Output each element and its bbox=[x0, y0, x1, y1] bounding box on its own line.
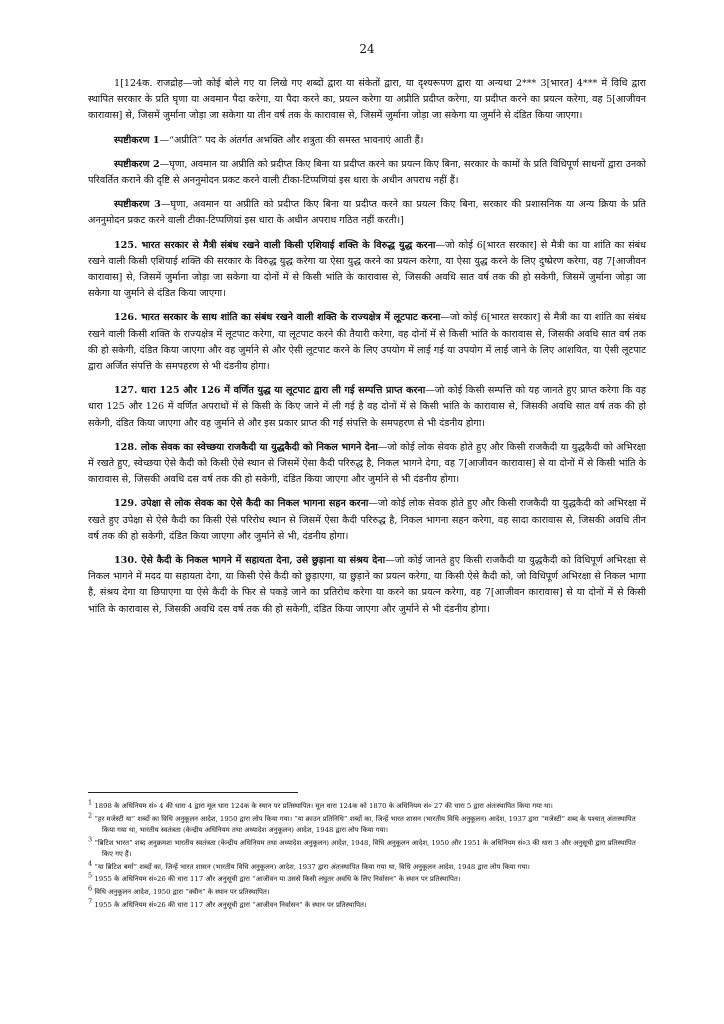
footnote-text: विधि अनुकूलन आदेश, 1950 द्वारा “क्वीन” के स्थान पर प्रतिस्थापित। bbox=[94, 888, 270, 897]
paragraph-heading: 129. उपेक्षा से लोक सेवक का ऐसे कैदी का निकल भागना सहन करना bbox=[114, 498, 369, 510]
paragraph-body: —जो कोई जानते हुए किसी राजकैदी या युद्धकैदी को विधिपूर्ण अभिरक्षा से निकल भागने में मदद या सहायता देगा, या किसी ऐसे कैदी को छुड़ाएगा, या छुड़ाने का प्रयत्न करेगा, या किसी ऐसे कैदी को, जो विधिपूर्ण अभिरक्षा से निकल भागा है, संश्रय देगा या छिपाएगा या ऐसे कैदी के फिर से पकड़े जाने का प्रतिरोध करेगा या करने का प्रयत्न करेगा, वह 7[आजीवन कारावास] से या दोनों में से किसी भांति के कारावास से, जिसकी अवधि दस वर्ष तक की हो सकेगी, दंडित किया जाएगा और जुर्माने से भी दंडनीय होगा। bbox=[88, 555, 647, 615]
footnote-6 bbox=[88, 887, 646, 898]
footnote-text: 1955 के अधिनियम सं०26 की धारा 117 और अनुसूची द्वारा “आजीवन निर्वासन” के स्थान पर प्रतिस्थापित। bbox=[94, 901, 367, 910]
section-126-paragraph bbox=[88, 310, 646, 375]
main-text bbox=[88, 76, 646, 618]
footnote-text: “या ब्रिटिश बर्मा” शब्दों का, जिन्हें भारत शासन (भारतीय विधि अनुकूलन) आदेश, 1937 द्वारा अंतःस्थापित किया गया था, विधि अनुकूलन आदेश, 1948 द्वारा लोप किया गया। bbox=[94, 862, 530, 871]
paragraph-heading: 127. धारा 125 और 126 में वर्णित युद्ध या लूटपाट द्वारा ली गई सम्पत्ति प्राप्त करना bbox=[114, 385, 426, 397]
paragraph-body: —जो कोई 6[भारत सरकार] से मैत्री का या शांति का संबंध रखने वाली किसी एशियाई शक्ति की सरकार के विरुद्ध युद्ध करेगा या ऐसा युद्ध करने का प्रयत्न करेगा, या ऐसा युद्ध करने के लिए दुष्प्रेरण करेगा, वह 7[आजीवन कारावास] से, जिसमें जुर्माना जोड़ा जा सकेगा या दोनों में से किसी भांति के कारावास से, जिसकी अवधि सात वर्ष तक की हो सकेगी, जिसमें जुर्माना जोड़ा जा सकेगा या जुर्माने से दंडित किया जाएगा। bbox=[88, 239, 646, 300]
footnote-text: 1898 के अधिनियम सं० 4 की धारा 4 द्वारा मूल धारा 124क के स्थान पर प्रतिस्थापित। मूल धारा 124क को 1870 के अधिनियम सं० 27 की धारा 5 द्वारा अंतःस्थापित किया गया था। bbox=[94, 802, 553, 810]
footnote-number: 5 bbox=[88, 872, 93, 881]
explanation-2-paragraph bbox=[88, 157, 646, 189]
paragraph-body: 1[124क. राजद्रोह—जो कोई बोले गए या लिखे गए शब्दों द्वारा या संकेतों द्वारा, या दृश्यरूपण द्वारा या अन्यथा 2*** 3[भारत] 4*** में विधि द्वारा स्थापित सरकार के प्रति घृणा या अवमान पैदा करेगा, या पैदा करने का, प्रयत्न करेगा या अप्रीति प्रदीप्त करेगा, या प्रदीप्त करने का प्रयत्न करेगा, वह 5[आजीवन कारावास] से, जिसमें जुर्माना जोड़ा जा सकेगा या तीन वर्ष तक के कारावास से, जिसमें जुर्माना जोड़ा जा सकेगा या जुर्माने से दंडित किया जाएगा। bbox=[88, 78, 646, 122]
footnote-2 bbox=[88, 811, 646, 836]
footnote-number: 2 bbox=[88, 811, 93, 820]
footnote-text: 1955 के अधिनियम सं०26 की धारा 117 और अनुसूची द्वारा “आजीवन या उससे किसी लघुतर अवधि के लिए निर्वासन” के स्थान पर प्रतिस्थापित। bbox=[94, 875, 461, 884]
footnotes bbox=[88, 792, 646, 913]
footnote-divider bbox=[88, 792, 298, 793]
section-127-paragraph bbox=[88, 383, 646, 432]
paragraph-body: —घृणा, अवमान या अप्रीति को प्रदीप्त किए बिना या प्रदीप्त करने का प्रयत्न किए बिना, सरकार की प्रशासनिक या अन्य क्रिया के प्रति अननुमोदन प्रकट करने वाली टीका-टिप्पणियां इस धारा के अधीन अपराध गठित नहीं करती।] bbox=[88, 199, 646, 227]
paragraph-body: —जो कोई लोक सेवक होते हुए और किसी राजकैदी या युद्धकैदी को अभिरक्षा में रखते हुए, स्वेच्छया ऐसे कैदी को किसी ऐसे स्थान से जिसमें ऐसा कैदी परिरुद्ध है, निकल भागने देगा, वह 7[आजीवन कारावास] से या दोनों में से किसी भांति के कारावास से, जिसकी अवधि दस वर्ष तक की हो सकेगी, दंडित किया जाएगा और जुर्माने से भी दंडनीय होगा। bbox=[88, 441, 646, 486]
footnote-4 bbox=[88, 859, 646, 873]
paragraph-heading: 130. ऐसे कैदी के निकल भागने में सहायता देना, उसे छुड़ाना या संश्रय देना bbox=[114, 555, 386, 567]
footnote-text: “ब्रिटिश भारत” शब्द अनुक्रमशः भारतीय स्वतंत्रता (केन्द्रीय अधिनियम तथा अध्यादेश अनुकूलन) आदेश, 1948, विधि अनुकूलन आदेश, 1950 और 1951 के अधिनियम सं०3 की धारा 3 और अनुसूची द्वारा प्रतिस्थापित किए गए हैं। bbox=[94, 838, 636, 858]
paragraph-body: —जो कोई किसी सम्पत्ति को यह जानते हुए प्राप्त करेगा कि वह धारा 125 और 126 में वर्णित अपराधों में से किसी के किए जाने में ली गई है वह दोनों में से किसी भांति के कारावास से, जिसकी अवधि सात वर्ष तक की हो सकेगी, दंडित किया जाएगा और वह जुर्माने से और इस प्रकार प्राप्त की गई संपत्ति के समपहरण से भी दंडनीय होगा। bbox=[88, 385, 646, 429]
footnote-number: 7 bbox=[88, 897, 93, 906]
footnote-text: “हर मजेस्टी या” शब्दों का विधि अनुकूलन आदेश, 1950 द्वारा लोप किया गया। “या क्राउन प्रतिनिधि” शब्दों का, जिन्हें भारत शासन (भारतीय विधि अनुकूलन) आदेश, 1937 द्वारा “मजेस्टी” शब्द के पश्चात् अंतःस्थापित किया गया था, भारतीय स्वतंत्रता (केन्द्रीय अधिनियम तथा अध्यादेश अनुकूलन) आदेश, 1948 द्वारा लोप किया गया। bbox=[94, 814, 636, 834]
footnote-number: 1 bbox=[88, 798, 93, 807]
footnote-number: 4 bbox=[88, 859, 93, 868]
paragraph-body: —जो कोई लोक सेवक होते हुए और किसी राजकैदी या युद्धकैदी को अभिरक्षा में रखते हुए उपेक्षा से ऐसे कैदी का किसी ऐसे परिरोध स्थान से जिसमें ऐसा कैदी परिरुद्ध है, निकल भागना सहन करेगा, वह सादा कारावास से, जिसकी अवधि तीन वर्ष तक की हो सकेगी, दंडित किया जाएगा और जुर्माने से भी, दंडनीय होगा। bbox=[88, 498, 647, 542]
paragraph-body: —जो कोई 6[भारत सरकार] से मैत्री का या शांति का संबंध रखने वाली किसी शक्ति के राज्यक्षेत्र में लूटपाट करेगा, या लूटपाट करने की तैयारी करेगा, वह दोनों में से किसी भांति के कारावास से, जिसकी अवधि सात वर्ष तक की हो सकेगी, दंडित किया जाएगा और वह जुर्माने से और ऐसी लूटपाट करने के लिए उपयोग में लाई गई या उपयोग में लाई जाने के लिए आशयित, या ऐसी लूटपाट द्वारा अर्जित संपत्ति के समपहरण से भी दंडनीय होगा। bbox=[88, 312, 646, 373]
section-124a-paragraph bbox=[88, 76, 646, 125]
footnote-1 bbox=[88, 798, 646, 812]
footnote-3 bbox=[88, 835, 646, 860]
page-number: 24 bbox=[359, 42, 375, 56]
explanation-1-paragraph bbox=[88, 133, 646, 149]
footnote-number: 6 bbox=[88, 885, 93, 894]
section-129-paragraph bbox=[88, 496, 646, 545]
section-130-paragraph bbox=[88, 553, 646, 618]
paragraph-body: —“अप्रीति” पद के अंतर्गत अभक्ति और शत्रुता की समस्त भावनाएं आती हैं। bbox=[159, 134, 424, 146]
paragraph-heading: 125. भारत सरकार से मैत्री संबंध रखने वाली किसी एशियाई शक्ति के विरुद्ध युद्ध करना bbox=[114, 239, 436, 251]
paragraph-heading: 126. भारत सरकार के साथ शांति का संबंध रखने वाली शक्ति के राज्यक्षेत्र में लूटपाट करना bbox=[114, 312, 441, 324]
paragraph-heading: स्पष्टीकरण 1 bbox=[114, 134, 160, 146]
explanation-3-paragraph bbox=[88, 197, 646, 229]
paragraph-body: —घृणा, अवमान या अप्रीति को प्रदीप्त किए बिना या प्रदीप्त करने का प्रयत्न किए बिना, सरकार के कामों के प्रति विधिपूर्ण साधनों द्वारा उनको परिवर्तित कराने की दृष्टि से अननुमोदन प्रकट करने वाली टीका-टिप्पणियां इस धारा के अधीन अपराध नहीं हैं। bbox=[88, 158, 646, 187]
footnote-number: 3 bbox=[88, 835, 93, 844]
footnote-7 bbox=[88, 897, 646, 911]
paragraph-heading: स्पष्टीकरण 3 bbox=[114, 199, 161, 211]
paragraph-heading: स्पष्टीकरण 2 bbox=[114, 158, 160, 170]
paragraph-heading: 128. लोक सेवक का स्वेच्छया राजकैदी या युद्धकैदी को निकल भागने देना bbox=[114, 441, 378, 453]
section-125-paragraph bbox=[88, 238, 646, 303]
section-128-paragraph bbox=[88, 440, 646, 489]
footnote-5 bbox=[88, 874, 646, 885]
